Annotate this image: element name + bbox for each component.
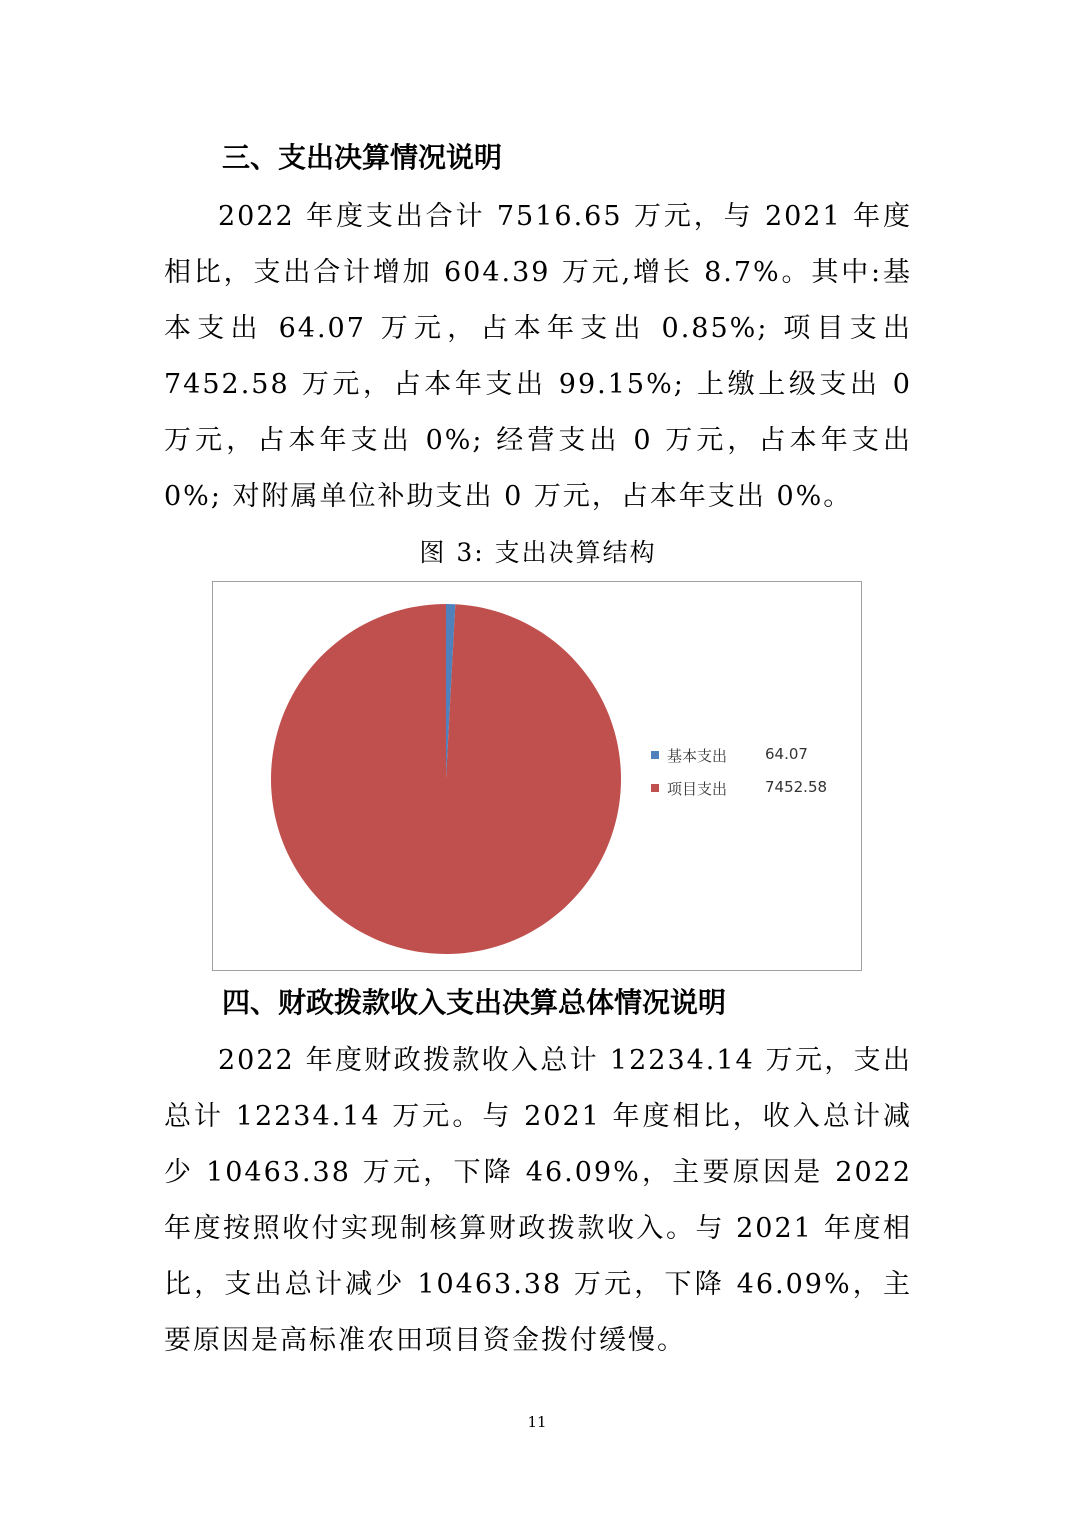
legend-swatch-project [651, 784, 659, 792]
section-3-heading: 三、支出决算情况说明 [222, 141, 503, 174]
section-4-paragraph: 2022 年度财政拨款收入总计 12234.14 万元，支出总计 12234.14 万元。与 2021 年度相比，收入总计减少 10463.38 万元，下降 46.09%，主要原因是 2022 年度按照收付实现制核算财政拨款收入。与 2021 年度相比，支出总计减少 10463.38 万元，下降 46.09%，主要原因是高标准农田项目资金拨付缓慢。 [164, 1045, 912, 1356]
section-3-paragraph: 2022 年度支出合计 7516.65 万元，与 2021 年度相比，支出合计增加 604.39 万元,增长 8.7%。其中:基本支出 64.07 万元，占本年支出 0.85%; 项目支出 7452.58 万元，占本年支出 99.15%; 上缴上级支出 0 万元，占本年支出 0%; 经营支出 0 万元，占本年支出 0%; 对附属单位补助支出 0 万元，占本年支出 0%。 [164, 201, 912, 512]
legend-label-project: 项目支出 [667, 780, 728, 798]
legend-value-project: 7452.58 [765, 778, 828, 796]
legend-swatch-basic [651, 751, 659, 759]
pie-chart [212, 581, 862, 971]
legend-value-basic: 64.07 [765, 745, 808, 763]
page-number: 11 [527, 1413, 547, 1431]
legend-label-basic: 基本支出 [667, 747, 728, 765]
section-4-heading: 四、财政拨款收入支出决算总体情况说明 [222, 986, 727, 1019]
pie-slice-project [271, 604, 621, 954]
figure-caption: 图 3: 支出决算结构 [419, 538, 657, 567]
pie-chart-svg [213, 582, 861, 970]
